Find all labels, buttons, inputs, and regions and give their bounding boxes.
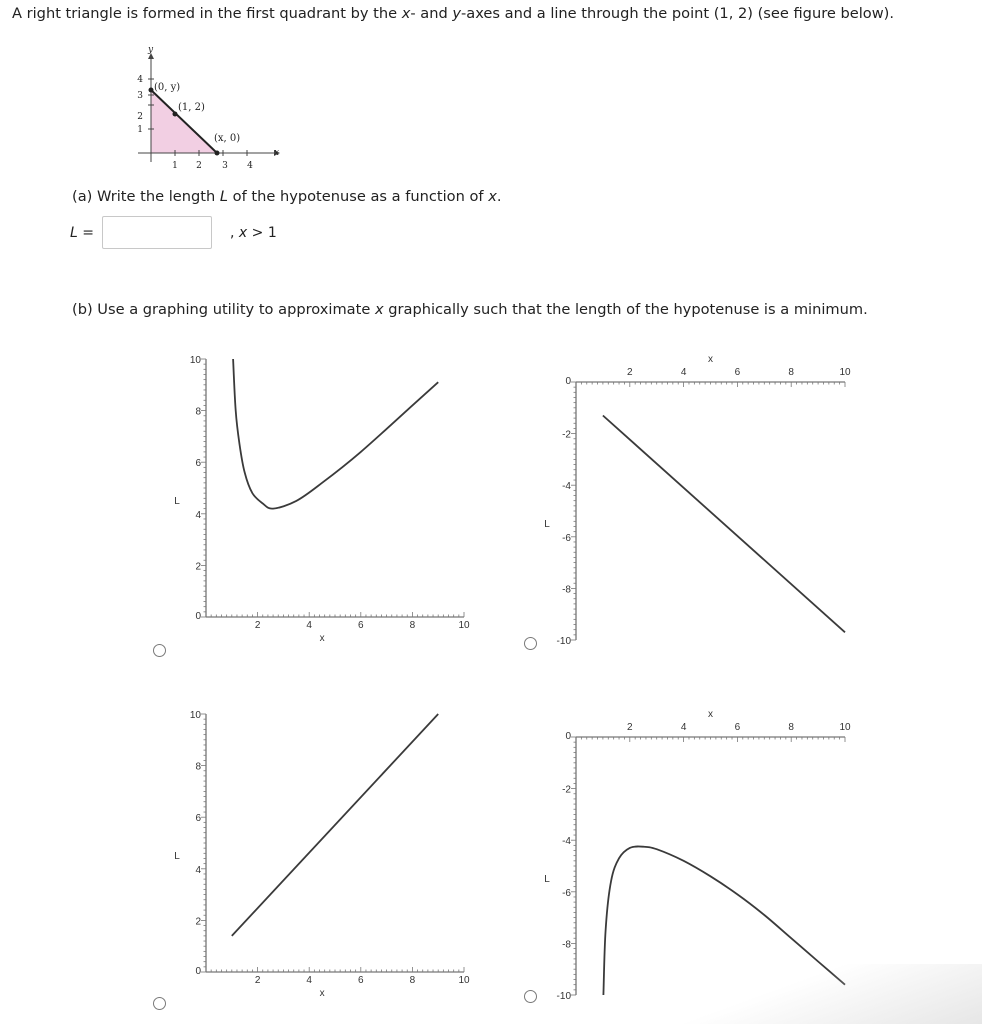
x-tick-label: 4 (306, 620, 312, 631)
point-top-label: (0, y) (154, 82, 181, 93)
answer-row (70, 216, 470, 252)
figure-x-tick-label: 4 (247, 161, 253, 171)
part-a-text-start: (a) Write the length (72, 188, 220, 205)
figure-y-tick-label: 4 (137, 75, 143, 85)
point-right-label: (x, 0) (214, 133, 241, 144)
y-tick-label: 4 (195, 864, 201, 876)
y-tick-label: 0 (565, 731, 571, 742)
y-tick-label: 10 (189, 710, 201, 721)
x-tick-label: 2 (627, 722, 633, 733)
y-axis-label: L (544, 874, 550, 885)
question-text (12, 4, 972, 24)
part-a-text-mid: of the hypotenuse as a function of (228, 188, 489, 205)
y-tick-label: -6 (562, 887, 571, 899)
figure-y-tick-label: 1 (137, 125, 143, 135)
y-axis-label: L (174, 851, 180, 862)
figure-y-tick-label: 3 (137, 91, 143, 101)
y-tick-label: 0 (195, 966, 201, 977)
y-tick-label: -4 (562, 836, 571, 848)
domain-var: x (238, 225, 248, 241)
y-tick-label: -10 (556, 991, 571, 1002)
x-tick-label: 6 (734, 722, 741, 733)
answer-domain (230, 225, 277, 241)
y-tick-label: 6 (195, 813, 201, 825)
question-text-end: -axes and a line through the point (1, 2) (see figure below). (461, 5, 894, 22)
part-a-var-x: x (488, 188, 497, 205)
triangle-figure (128, 42, 298, 172)
x-tick-label: 2 (254, 975, 261, 986)
part-b-var-x: x (374, 301, 384, 318)
figure-x-tick-label: 1 (172, 161, 178, 171)
x-tick-label: 8 (409, 620, 416, 631)
x-tick-label: 6 (358, 620, 364, 631)
x-tick-label: 6 (358, 975, 364, 986)
y-tick-label: 6 (195, 458, 201, 470)
x-tick-label: 10 (458, 975, 470, 986)
figure-x-tick-label: 3 (222, 161, 228, 171)
y-tick-label: -6 (562, 532, 571, 544)
part-b-prompt (72, 300, 868, 320)
x-tick-label: 8 (788, 722, 794, 733)
x-axis-label: x (708, 354, 713, 365)
series-line (603, 846, 845, 995)
y-tick-label: -8 (562, 939, 571, 951)
x-tick-label: 4 (306, 975, 312, 986)
point-right (215, 151, 220, 156)
x-tick-label: 8 (788, 367, 794, 378)
y-tick-label: -2 (562, 784, 571, 796)
x-tick-label: 2 (254, 620, 261, 631)
y-tick-label: -2 (562, 429, 571, 441)
point-mid (173, 112, 178, 117)
question-text-mid: - and (410, 5, 453, 22)
y-tick-label: 2 (195, 916, 201, 928)
x-tick-label: 6 (734, 367, 741, 378)
y-tick-label: -10 (556, 636, 571, 647)
y-tick-label: -8 (562, 584, 571, 596)
graph-option-4 (535, 705, 865, 1015)
question-var-y: y (452, 5, 462, 22)
option-4-radio[interactable] (524, 990, 537, 1003)
y-tick-label: 8 (195, 406, 201, 418)
domain-relation: > 1 (247, 225, 277, 241)
figure-y-axis-label: y (148, 45, 154, 55)
x-tick-label: 10 (839, 367, 851, 378)
x-tick-label: 4 (680, 722, 687, 733)
series-line (603, 416, 845, 633)
question-var-x: x (401, 5, 411, 22)
figure-x-axis-label: x (274, 148, 280, 158)
graph-option-3 (165, 705, 485, 1015)
x-axis-label: x (319, 633, 325, 644)
part-a-text-end: . (496, 188, 502, 205)
part-b-text-end: graphically such that the length of the hypotenuse is a minimum. (383, 301, 868, 318)
x-tick-label: 10 (458, 620, 470, 631)
question-text-start: A right triangle is formed in the first quadrant by the (12, 5, 402, 22)
part-a-prompt (72, 187, 501, 207)
graph-option-2 (535, 350, 865, 660)
part-a-var-L: L (219, 188, 229, 205)
option-1-radio[interactable] (153, 644, 166, 657)
x-tick-label: 8 (409, 975, 416, 986)
figure-y-tick-label: 2 (137, 112, 143, 122)
point-mid-label: (1, 2) (178, 102, 205, 113)
series-line (233, 359, 438, 509)
option-3-radio[interactable] (153, 997, 166, 1010)
y-tick-label: 2 (195, 561, 201, 573)
domain-prefix: , (230, 225, 239, 241)
x-tick-label: 10 (839, 722, 851, 733)
x-tick-label: 4 (680, 367, 687, 378)
y-axis-label: L (544, 519, 550, 530)
x-axis-label: x (708, 709, 713, 720)
y-tick-label: 0 (565, 376, 571, 387)
y-tick-label: -4 (562, 481, 571, 493)
answer-label: L = (70, 225, 94, 241)
y-tick-label: 4 (195, 509, 201, 521)
graph-option-1 (165, 350, 485, 660)
point-top (149, 88, 154, 93)
y-tick-label: 8 (195, 761, 201, 773)
option-2-radio[interactable] (524, 637, 537, 650)
y-tick-label: 0 (195, 611, 201, 622)
hypotenuse-answer-input[interactable] (102, 216, 212, 249)
x-tick-label: 2 (627, 367, 633, 378)
series-line (232, 714, 438, 936)
y-tick-label: 10 (189, 355, 201, 366)
part-b-text-start: (b) Use a graphing utility to approximate (72, 301, 375, 318)
figure-x-tick-label: 2 (196, 161, 202, 171)
y-axis-label: L (174, 496, 180, 507)
x-axis-label: x (319, 988, 325, 999)
